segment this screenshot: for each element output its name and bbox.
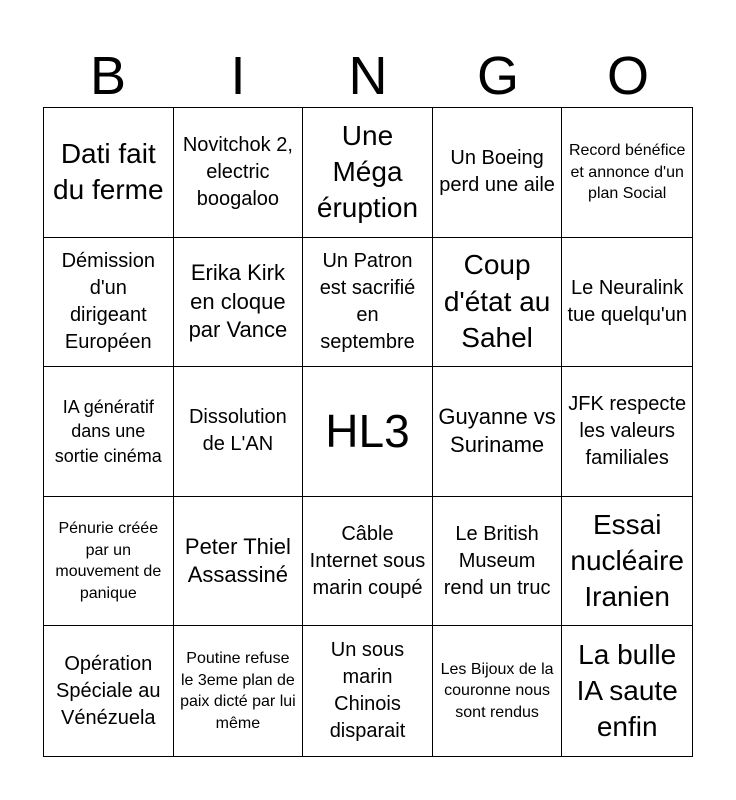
- bingo-cell-r0-c4[interactable]: Record bénéfice et annonce d'un plan Social: [562, 108, 692, 238]
- bingo-cell-r4-c2[interactable]: Un sous marin Chinois disparait: [303, 626, 433, 756]
- bingo-cell-r4-c0[interactable]: Opération Spéciale au Vénézuela: [44, 626, 174, 756]
- bingo-grid: [43, 107, 693, 757]
- bingo-cell-r3-c2[interactable]: Câble Internet sous marin coupé: [303, 497, 433, 627]
- bingo-cell-r1-c0[interactable]: Démission d'un dirigeant Européen: [44, 238, 174, 368]
- bingo-cell-r4-c4[interactable]: La bulle IA saute enfin: [576, 638, 678, 743]
- bingo-header: [43, 44, 693, 108]
- header-letter-o: O: [606, 46, 649, 106]
- bingo-cell-r2-c1[interactable]: Dissolution de L'AN: [174, 367, 304, 497]
- bingo-cell-r0-c0[interactable]: Dati fait du ferme: [44, 108, 174, 238]
- bingo-cell-r3-c0[interactable]: Pénurie créée par un mouvement de panique: [44, 497, 174, 627]
- bingo-cell-r2-c3[interactable]: Guyanne vs Suriname: [433, 367, 563, 497]
- bingo-cell-r0-c1[interactable]: Novitchok 2, electric boogaloo: [174, 108, 304, 238]
- bingo-cell-r2-c4[interactable]: JFK respecte les valeurs familiales: [562, 367, 692, 497]
- header-letter-i: I: [230, 46, 246, 106]
- header-letter-b: B: [89, 46, 127, 106]
- bingo-cell-r4-c3[interactable]: Les Bijoux de la couronne nous sont rendus: [433, 626, 563, 756]
- bingo-cell-r0-c2[interactable]: Une Méga éruption: [303, 108, 433, 238]
- bingo-cell-r0-c3[interactable]: Un Boeing perd une aile: [433, 108, 563, 238]
- bingo-cell-r4-c1[interactable]: Poutine refuse le 3eme plan de paix dicté par lui même: [174, 626, 304, 756]
- header-letter-g: G: [476, 46, 519, 106]
- bingo-cell-r1-c1[interactable]: Erika Kirk en cloque par Vance: [174, 238, 304, 368]
- bingo-cell-r3-c3[interactable]: Le British Museum rend un truc: [433, 497, 563, 627]
- bingo-cell-r2-c2-free[interactable]: HL3: [303, 367, 433, 497]
- bingo-cell-r2-c0[interactable]: IA génératif dans une sortie cinéma: [44, 367, 174, 497]
- header-letter-n: N: [348, 46, 388, 106]
- bingo-cell-r1-c2[interactable]: Un Patron est sacrifié en septembre: [303, 238, 433, 368]
- bingo-cell-r3-c4[interactable]: Essai nucléaire Iranien: [562, 497, 692, 627]
- bingo-cell-r1-c4[interactable]: Le Neuralink tue quelqu'un: [562, 238, 692, 368]
- bingo-cell-r1-c3[interactable]: Coup d'état au Sahel: [433, 238, 563, 368]
- bingo-cell-r3-c1[interactable]: Peter Thiel Assassiné: [174, 497, 304, 627]
